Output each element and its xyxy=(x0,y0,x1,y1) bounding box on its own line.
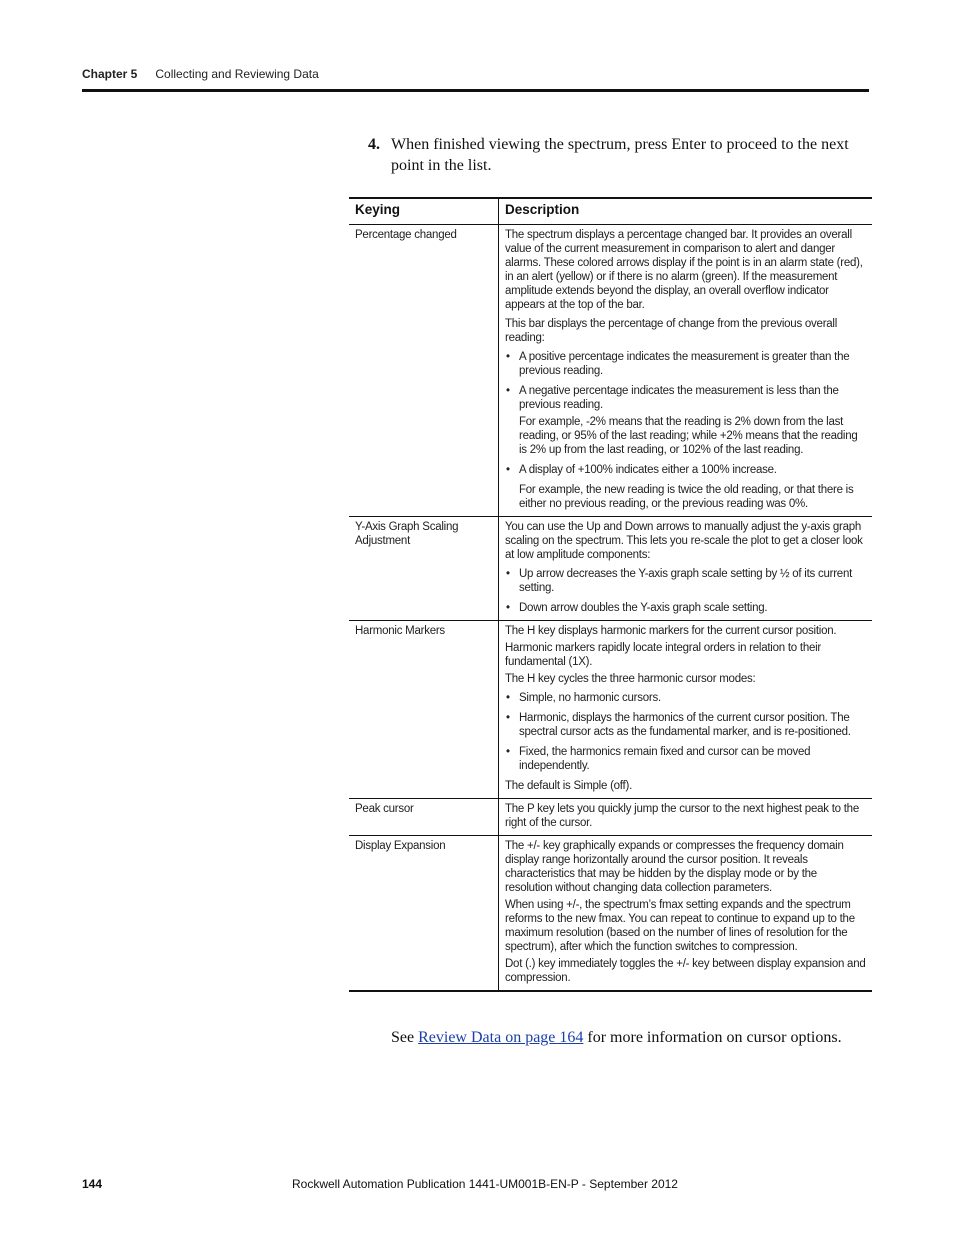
table-row xyxy=(349,621,872,799)
list-item: • Down arrow doubles the Y-axis graph scale setting. xyxy=(505,601,866,615)
description-paragraph: Dot (.) key immediately toggles the +/- key between display expansion and compression. xyxy=(505,958,866,984)
list-item: • Up arrow decreases the Y-axis graph scale setting by ½ of its current setting. xyxy=(505,567,866,595)
see-also-note xyxy=(391,1027,842,1048)
list-item: • Simple, no harmonic cursors. xyxy=(505,691,866,705)
chapter-title: Collecting and Reviewing Data xyxy=(155,67,319,81)
bullet-list xyxy=(505,691,866,773)
table-header-row xyxy=(349,198,872,225)
header-description: Description xyxy=(499,198,873,225)
description-paragraph: The spectrum displays a percentage changed bar. It provides an overall value of the current measurement in comparison to alert and danger alarms. These colored arrows display if the point is in an alarm state (red), in an alert (yellow) or if there is no alarm (green). If the measurement amplitude extends beyond the display, an overall overflow indicator appears at the top of the bar. xyxy=(505,229,863,311)
step-text: When finished viewing the spectrum, press Enter to proceed to the next point in the list. xyxy=(391,136,849,174)
description-paragraph: You can use the Up and Down arrows to manually adjust the y-axis graph scaling on the spectrum. This lets you re-scale the plot to get a closer look at low amplitude components: xyxy=(505,521,863,561)
description-paragraph: The P key lets you quickly jump the cursor to the next highest peak to the right of the cursor. xyxy=(505,803,859,829)
list-item: • A negative percentage indicates the measurement is less than the previous reading. For example, -2% means that the reading is 2% down from the last reading, or 95% of the last reading; while +2% means that the reading is 2% up from the last reading, or 102% of the last reading. xyxy=(505,384,866,457)
table-row xyxy=(349,517,872,621)
list-item: • A display of +100% indicates either a 100% increase. xyxy=(505,463,866,477)
chapter-label: Chapter 5 xyxy=(82,67,138,81)
description-paragraph: Harmonic markers rapidly locate integral orders in relation to their fundamental (1X). xyxy=(505,642,822,668)
row-description xyxy=(499,799,873,836)
table-row xyxy=(349,836,872,992)
row-key: Display Expansion xyxy=(349,836,499,992)
review-data-link[interactable]: Review Data on page 164 xyxy=(418,1029,584,1046)
row-description xyxy=(499,225,873,517)
see-also-suffix: for more information on cursor options. xyxy=(583,1029,842,1046)
list-item: • Harmonic, displays the harmonics of the current cursor position. The spectral cursor acts as the fundamental marker, and is re-positioned. xyxy=(505,711,866,739)
bullet-list xyxy=(505,350,866,477)
table-row xyxy=(349,225,872,517)
description-paragraph: This bar displays the percentage of change from the previous overall reading: xyxy=(505,318,838,344)
list-item-note: For example, the new reading is twice the old reading, or that there is either no previous reading, or the previous reading was 0%. xyxy=(519,484,854,510)
row-key: Harmonic Markers xyxy=(349,621,499,799)
page-number: 144 xyxy=(82,1177,103,1191)
header-rule xyxy=(82,89,869,92)
row-key: Peak cursor xyxy=(349,799,499,836)
row-key: Y-Axis Graph Scaling Adjustment xyxy=(349,517,499,621)
row-key: Percentage changed xyxy=(349,225,499,517)
description-paragraph: When using +/-, the spectrum’s fmax setting expands and the spectrum reforms to the new fmax. You can repeat to continue to expand up to the maximum resolution (based on the number of lines of resolution for the spectrum), after which the function switches to compression. xyxy=(505,899,855,953)
description-paragraph: The H key displays harmonic markers for the current cursor position. xyxy=(505,625,837,637)
table-row xyxy=(349,799,872,836)
keying-table xyxy=(349,197,872,992)
publication-info: Rockwell Automation Publication 1441-UM001B-EN-P - September 2012 xyxy=(292,1177,678,1191)
list-item-note: For example, -2% means that the reading is 2% down from the last reading, or 95% of the last reading; while +2% means that the reading is 2% up from the last reading, or 102% of the last reading. xyxy=(519,416,858,456)
list-item: • A positive percentage indicates the measurement is greater than the previous reading. xyxy=(505,350,866,378)
row-description xyxy=(499,517,873,621)
list-item: • Fixed, the harmonics remain fixed and cursor can be moved independently. xyxy=(505,745,866,773)
step-4 xyxy=(368,134,868,176)
row-description xyxy=(499,621,873,799)
row-description xyxy=(499,836,873,992)
description-paragraph: The default is Simple (off). xyxy=(505,780,633,792)
header-keying: Keying xyxy=(349,198,499,225)
step-number: 4. xyxy=(368,136,380,153)
description-paragraph: The +/- key graphically expands or compresses the frequency domain display range horizontally around the cursor position. It reveals characteristics that may be hidden by the display mode or by the resolution without changing data collection parameters. xyxy=(505,840,844,894)
running-header xyxy=(82,66,319,82)
bullet-list xyxy=(505,567,866,615)
description-paragraph: The H key cycles the three harmonic cursor modes: xyxy=(505,673,756,685)
see-also-prefix: See xyxy=(391,1029,419,1046)
